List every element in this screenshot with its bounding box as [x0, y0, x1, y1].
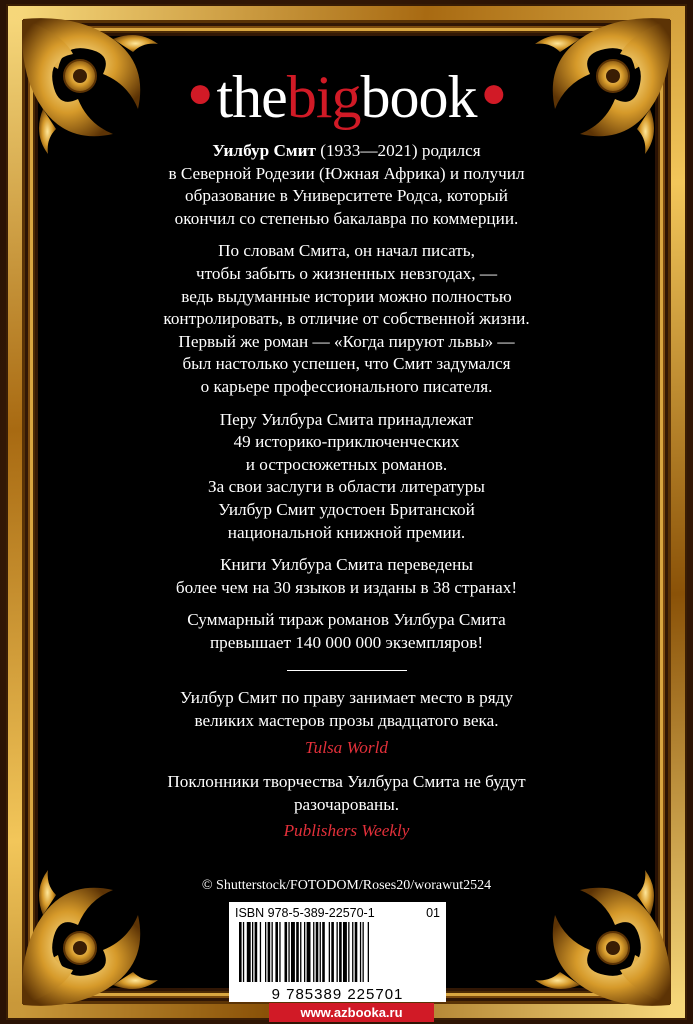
- quote-line: в ряду великих мастеров прозы двадцатого века.: [194, 688, 513, 731]
- text-line: контролировать, в отличие от собственной жизни.: [163, 309, 530, 329]
- barcode-bar: [329, 922, 330, 982]
- quote-source: Publishers Weekly: [283, 821, 410, 841]
- text-line: чтобы забыть о жизненных невзгодах, —: [195, 263, 498, 283]
- text-line: ведь выдуманные истории можно полностью: [181, 286, 512, 306]
- text-line: о карьере профессионального писателя.: [200, 376, 493, 396]
- logo-big: big: [286, 64, 361, 130]
- barcode-bar: [355, 922, 358, 982]
- logo-dot-right: ●: [480, 68, 507, 117]
- bio-line: образование в Университете Родса, который: [185, 186, 508, 206]
- text-line: Суммарный тираж романов Уилбура Смита: [187, 610, 506, 630]
- isbn-text: ISBN 978-5-389-22570-1: [235, 906, 375, 920]
- barcode-bar: [307, 922, 311, 982]
- barcode-bar: [243, 922, 244, 982]
- barcode-bar: [339, 922, 342, 982]
- quote-line: Уилбур Смит по праву занимает место: [180, 688, 463, 708]
- quote-line: Поклонники творчества Уилбура Смита: [167, 772, 460, 792]
- barcode-bar: [348, 922, 349, 982]
- logo-the: the: [216, 64, 287, 130]
- barcode: [229, 902, 446, 1002]
- barcode-digits: 9 785389 225701: [271, 986, 404, 1003]
- barcode-bar: [363, 922, 364, 982]
- barcode-bar: [368, 922, 369, 982]
- bio-line: в Северной Родезии (Южная Африка) и получил: [168, 163, 525, 183]
- logo-book: book: [360, 64, 477, 130]
- barcode-bar: [268, 922, 271, 982]
- paragraph-circulation: [150, 609, 543, 654]
- barcode-bar: [272, 922, 273, 982]
- barcode-bar: [279, 922, 280, 982]
- review-quote: [150, 687, 543, 732]
- divider-rule: [287, 670, 407, 671]
- quote-line: не будут разочарованы.: [293, 772, 526, 814]
- bio-line-rest: (1933—2021) родился: [315, 141, 481, 160]
- quote-source: Tulsa World: [305, 737, 388, 757]
- barcode-bar: [296, 922, 299, 982]
- barcode-bar: [313, 922, 314, 982]
- text-line: Первый же роман — «Когда пируют львы» —: [178, 331, 515, 351]
- paragraph-writing: [150, 240, 543, 398]
- barcode-bar: [304, 922, 305, 982]
- isbn-line: [235, 906, 440, 920]
- barcode-bar: [252, 922, 253, 982]
- text-line: Уилбур Смит удостоен Британской: [218, 499, 475, 519]
- text-line: был настолько успешен, что Смит задумался: [182, 354, 511, 374]
- barcode-bar: [331, 922, 334, 982]
- publisher-url[interactable]: www.azbooka.ru: [269, 1003, 434, 1022]
- series-logo: [0, 58, 693, 132]
- barcode-bar: [322, 922, 325, 982]
- text-line: По словам Смита, он начал писать,: [218, 241, 475, 261]
- text-line: Перу Уилбура Смита принадлежат: [219, 409, 474, 429]
- author-bio: [150, 140, 543, 230]
- author-name: Уилбур Смит: [212, 141, 316, 160]
- barcode-bar: [275, 922, 278, 982]
- bio-line: окончил со степенью бакалавра по коммерции.: [174, 208, 519, 228]
- bio-line: [150, 140, 543, 163]
- paragraph-works: [150, 409, 543, 545]
- barcode-bar: [291, 922, 295, 982]
- barcode-bar: [239, 922, 242, 982]
- back-cover-text: [150, 140, 543, 855]
- barcode-bar: [352, 922, 353, 982]
- text-line: Книги Уилбура Смита переведены: [220, 555, 473, 575]
- review-quote: [150, 771, 543, 816]
- text-line: За свои заслуги в области литературы: [208, 477, 485, 497]
- barcode-bar: [260, 922, 261, 982]
- text-line: 49 историко-приключенческих: [233, 432, 460, 452]
- paragraph-translations: [150, 554, 543, 599]
- image-credit: © Shutterstock/FOTODOM/Roses20/worawut2524: [201, 878, 492, 893]
- text-line: более чем на 30 языков и изданы в 38 странах!: [175, 577, 518, 597]
- barcode-bar: [247, 922, 251, 982]
- barcode-bar: [343, 922, 347, 982]
- barcode-bar: [320, 922, 321, 982]
- barcode-bar: [300, 922, 301, 982]
- barcode-bar: [255, 922, 258, 982]
- text-line: национальной книжной премии.: [227, 522, 466, 542]
- text-line: и остросюжетных романов.: [245, 454, 448, 474]
- barcode-bar: [316, 922, 319, 982]
- barcode-bar: [288, 922, 289, 982]
- barcode-bar: [285, 922, 288, 982]
- barcode-bar: [265, 922, 266, 982]
- logo-dot-left: ●: [186, 68, 213, 117]
- barcode-bar: [337, 922, 338, 982]
- text-line: превышает 140 000 000 экземпляров!: [209, 632, 484, 652]
- barcode-bars: [235, 922, 440, 982]
- barcode-bar: [360, 922, 361, 982]
- issue-code: 01: [426, 906, 440, 920]
